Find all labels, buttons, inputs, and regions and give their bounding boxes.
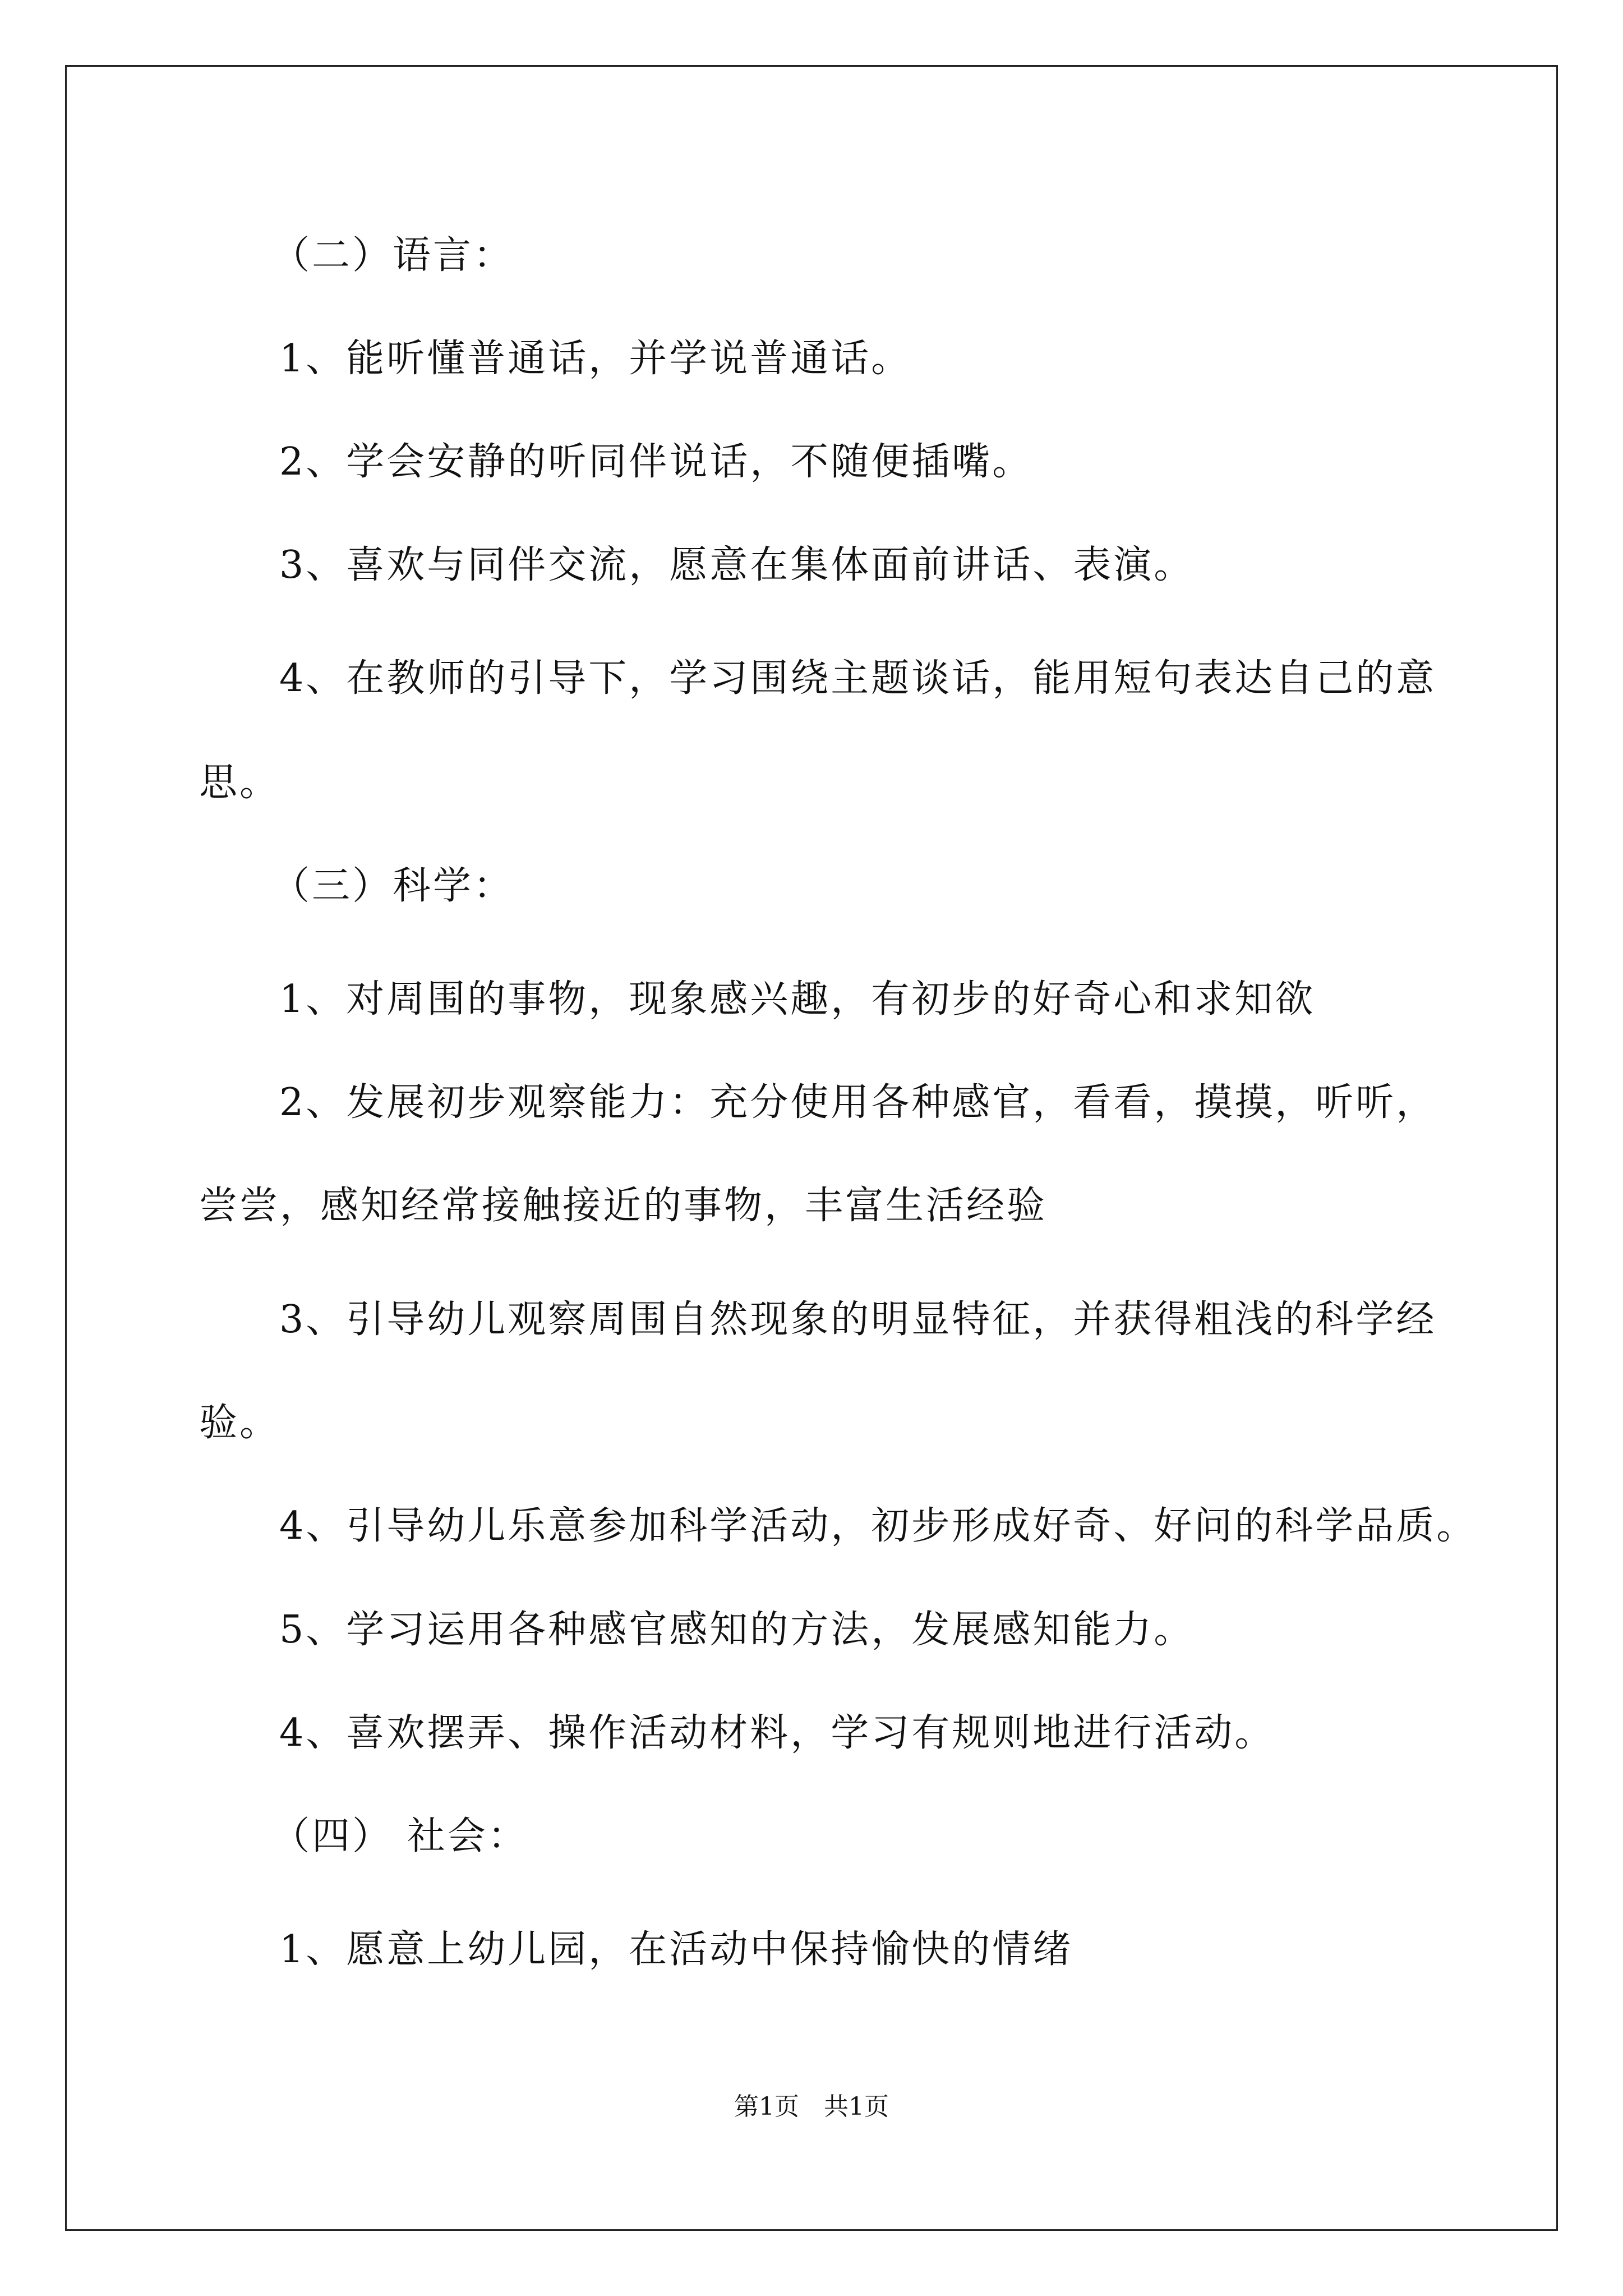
section-heading-science: （三）科学： <box>271 864 514 908</box>
paragraph-line: 3、喜欢与同伴交流，愿意在集体面前讲话、表演。 <box>279 543 1195 587</box>
paragraph-line: 1、愿意上幼儿园，在活动中保持愉快的情绪 <box>279 1927 1073 1972</box>
paragraph-line: 3、引导幼儿观察周围自然现象的明显特征，并获得粗浅的科学经 <box>279 1297 1437 1342</box>
paragraph-line-continuation: 尝尝，感知经常接触接近的事物，丰富生活经验 <box>199 1184 1048 1228</box>
paragraph-line: 4、在教师的引导下，学习围绕主题谈话，能用短句表达自己的意 <box>279 656 1437 701</box>
section-heading-language: （二）语言： <box>271 233 514 278</box>
paragraph-line: 2、学会安静的听同伴说话，不随便插嘴。 <box>279 440 1033 484</box>
paragraph-line: 4、引导幼儿乐意参加科学活动，初步形成好奇、好问的科学品质。 <box>279 1504 1477 1548</box>
paragraph-line: 1、对周围的事物，现象感兴趣，有初步的好奇心和求知欲 <box>279 977 1316 1022</box>
paragraph-line: 5、学习运用各种感官感知的方法，发展感知能力。 <box>279 1608 1195 1652</box>
paragraph-line: 1、能听懂普通话，并学说普通话。 <box>279 337 912 381</box>
paragraph-line: 4、喜欢摆弄、操作活动材料，学习有规则地进行活动。 <box>279 1711 1275 1755</box>
paragraph-line-continuation: 思。 <box>199 761 280 805</box>
page-border <box>65 65 1558 2231</box>
page-footer: 第1页 共1页 <box>734 2092 889 2121</box>
section-heading-society: （四） 社会： <box>271 1814 528 1858</box>
paragraph-line: 2、发展初步观察能力：充分使用各种感官，看看，摸摸，听听， <box>279 1080 1437 1125</box>
paragraph-line-continuation: 验。 <box>199 1401 280 1445</box>
